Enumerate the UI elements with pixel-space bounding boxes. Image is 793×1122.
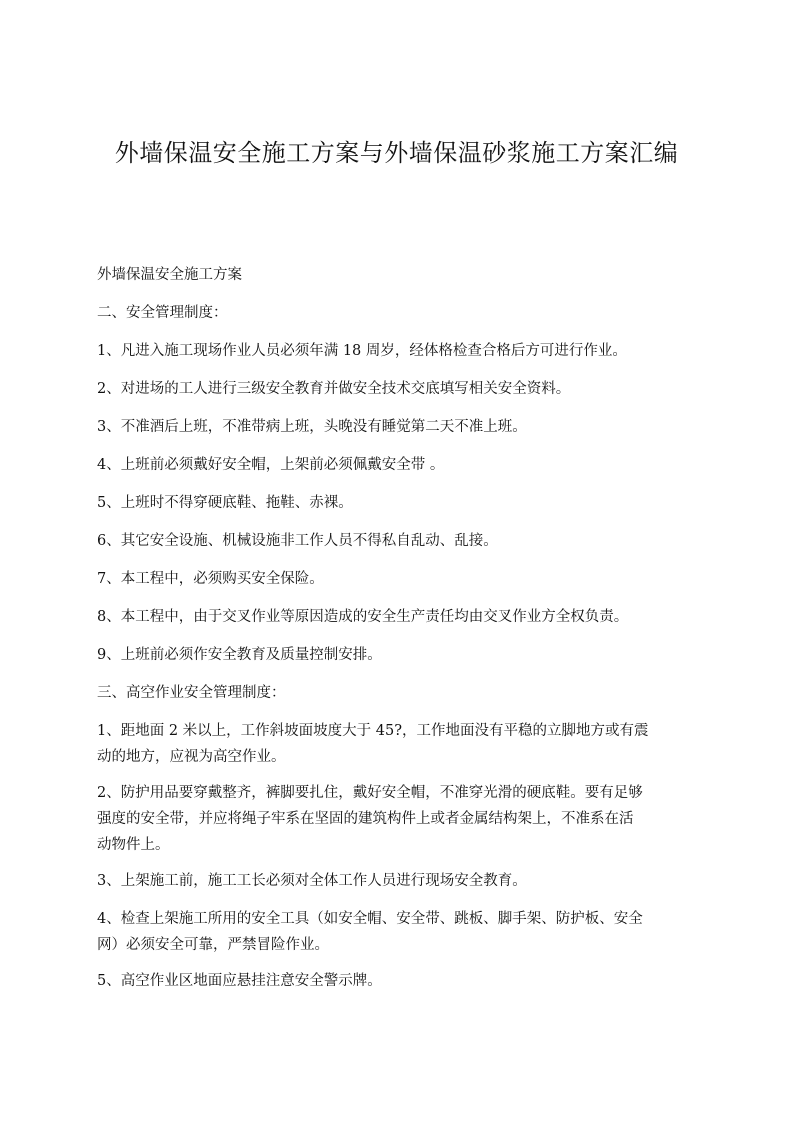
list-item: [97, 414, 701, 440]
list-item: [97, 718, 701, 770]
paragraph-line: 二、安全管理制度：: [97, 305, 228, 321]
paragraph-line: 三、高空作业安全管理制度：: [97, 685, 286, 701]
section-heading: [97, 262, 701, 288]
paragraph-line: 1、凡进入施工现场作业人员必须年满 18 周岁，经体格检查合格后方可进行作业。: [97, 343, 627, 359]
paragraph-line: 5、上班时不得穿硬底鞋、拖鞋、赤裸。: [97, 495, 353, 511]
paragraph-line: 2、防护用品要穿戴整齐，裤脚要扎住，戴好安全帽，不准穿光滑的硬底鞋。要有足够: [97, 785, 643, 801]
list-item: [97, 338, 701, 364]
paragraph-line: 3、不准酒后上班，不准带病上班，头晚没有睡觉第二天不准上班。: [97, 419, 527, 435]
section-heading: [97, 680, 701, 706]
list-item: [97, 376, 701, 402]
paragraph-line: 4、上班前必须戴好安全帽，上架前必须佩戴安全带 。: [97, 457, 445, 473]
paragraph-line: 7、本工程中，必须购买安全保险。: [97, 571, 324, 587]
list-item: [97, 490, 701, 516]
list-item: [97, 868, 701, 894]
paragraph-line: 网）必须安全可靠，严禁冒险作业。: [97, 937, 329, 953]
paragraph-line: 强度的安全带，并应将绳子牢系在坚固的建筑构件上或者金属结构架上，不准系在活: [97, 811, 634, 827]
section-heading: [97, 300, 701, 326]
document-title: 外墙保温安全施工方案与外墙保温砂浆施工方案汇编: [114, 139, 679, 167]
list-item: [97, 604, 701, 630]
paragraph-line: 动的地方，应视为高空作业。: [97, 749, 286, 765]
paragraph-line: 9、上班前必须作安全教育及质量控制安排。: [97, 647, 382, 663]
list-item: [97, 528, 701, 554]
paragraph-line: 1、距地面 2 米以上，工作斜坡面坡度大于 45?，工作地面没有平稳的立脚地方或有震: [97, 723, 649, 739]
paragraph-line: 2、对进场的工人进行三级安全教育并做安全技术交底填写相关安全资料。: [97, 381, 571, 397]
document-body: [97, 262, 701, 1006]
paragraph-line: 5、高空作业区地面应悬挂注意安全警示牌。: [97, 973, 382, 989]
paragraph-line: 4、检查上架施工所用的安全工具（如安全帽、安全带、跳板、脚手架、防护板、安全: [97, 911, 643, 927]
paragraph-line: 8、本工程中，由于交叉作业等原因造成的安全生产责任均由交叉作业方全权负责。: [97, 609, 629, 625]
list-item: [97, 780, 701, 858]
paragraph-line: 动物件上。: [97, 837, 170, 853]
list-item: [97, 642, 701, 668]
paragraph-line: 3、上架施工前，施工工长必须对全体工作人员进行现场安全教育。: [97, 873, 527, 889]
list-item: [97, 968, 701, 994]
paragraph-line: 外墙保温安全施工方案: [97, 267, 242, 283]
list-item: [97, 906, 701, 958]
list-item: [97, 566, 701, 592]
paragraph-line: 6、其它安全设施、机械设施非工作人员不得私自乱动、乱接。: [97, 533, 498, 549]
list-item: [97, 452, 701, 478]
